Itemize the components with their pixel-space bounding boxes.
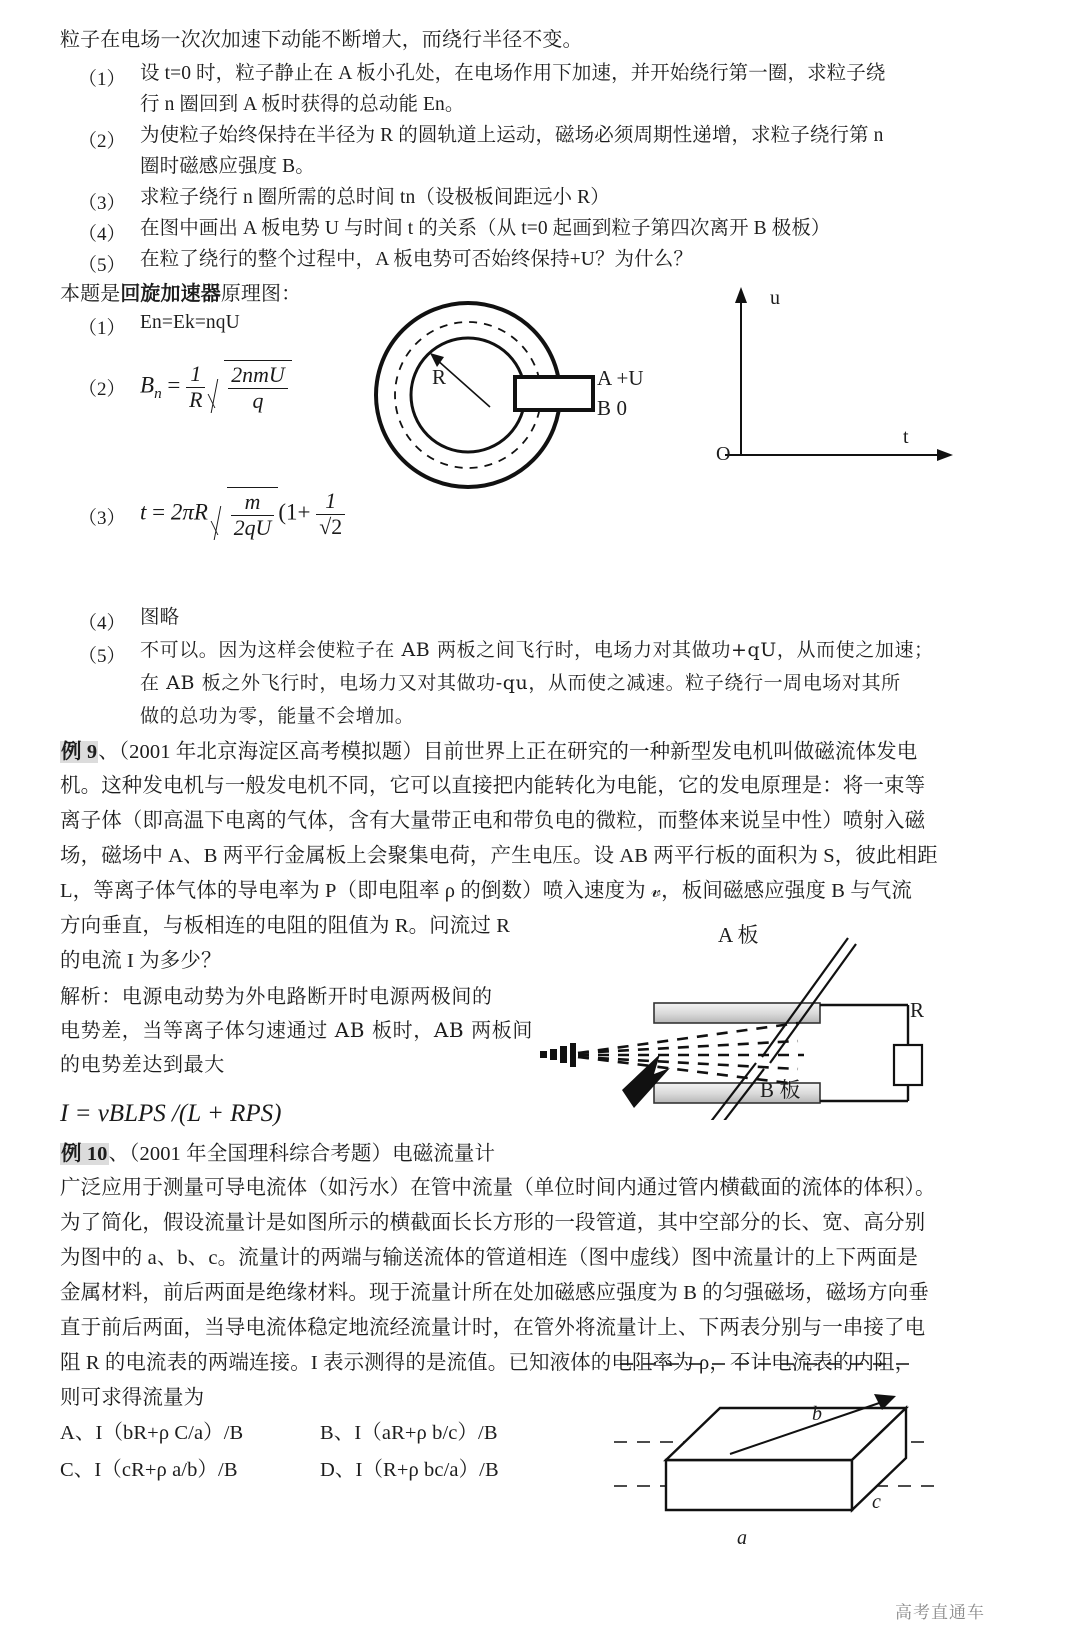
watermark-brand: 高考直通车: [895, 1603, 985, 1622]
mhd-resistor-label: R: [910, 998, 925, 1022]
example-9-line-5: 方向垂直，与板相连的电阻的阻值为 R。问流过 R: [60, 915, 510, 937]
question-3-number: （3）: [78, 193, 126, 214]
formula-t-inner-numerator: 1: [316, 489, 345, 515]
answer-4-number: （4）: [78, 613, 126, 634]
option-c-label: C、: [60, 1459, 95, 1481]
answer-2-number: （2）: [78, 379, 126, 400]
example-10-line-1: 广泛应用于测量可导电流体（如污水）在管中流量（单位时间内通过管内横截面的流体的体积）。: [60, 1177, 936, 1199]
formula-bn-sqrt: [211, 360, 291, 414]
formula-bn-lhs: B: [140, 372, 155, 398]
example-10-line-3: 为图中的 a、b、c。流量计的两端与输送流体的管道相连（图中虚线）图中流量计的上下两面是: [60, 1247, 918, 1269]
answer-4-text: 图略: [140, 607, 180, 628]
example-9-line-2: 离子体（即高温下电离的气体，含有大量带正电和带负电的微粒，而整体来说呈中性）喷射入磁: [60, 810, 926, 832]
ut-graph-y-axis-arrow: [735, 287, 747, 303]
option-d[interactable]: [320, 1460, 499, 1481]
example-9-analysis-line-1: 解析：电源电动势为外电路断开时电源两极间的: [60, 984, 493, 1008]
example-10-line-6: 阻 R 的电流表的两端连接。I 表示测得的是流值。已知液体的电阻率为 ρ，不计电流表的内阻，: [60, 1352, 916, 1374]
example-9-first-line: [60, 742, 917, 763]
example-10-tag-rest: 、: [108, 1143, 130, 1165]
question-4-number: （4）: [78, 224, 126, 245]
example-9-line-6: 的电流 I 为多少？: [60, 950, 222, 972]
ut-graph-origin-label: O: [716, 443, 731, 465]
answer-5-line-1: 不可以。因为这样会使粒子在 AB 两板之间飞行时，电场力对其做功+qU，从而使之加速；: [140, 639, 934, 661]
ut-graph-y-label: u: [770, 287, 781, 309]
answer-3-number: （3）: [78, 508, 126, 529]
answer-5-line-3: 做的总功为零，能量不会增加。: [140, 705, 415, 727]
ut-graph-x-label: t: [903, 426, 909, 448]
intro-line: 粒子在电场一次次加速下动能不断增大，而绕行半径不变。: [60, 29, 583, 51]
question-1-number: （1）: [78, 69, 126, 90]
option-c[interactable]: [60, 1460, 238, 1481]
formula-t-lhs: t: [140, 499, 147, 525]
example-10-line-5: 直于前后两面，当导电流体稳定地流经流量计时，在管外将流量计上、下两表分别与一串接了电: [60, 1317, 926, 1339]
formula-t: [140, 487, 345, 541]
formula-t-inner-fraction: [316, 489, 345, 540]
formula-bn-sqrt-fraction: [228, 363, 287, 414]
formula-t-sqrt: [214, 487, 279, 541]
question-3-line-1: 求粒子绕行 n 圈所需的总时间 tn（设极板间距远小 R）: [140, 187, 610, 208]
example-10-line-2: 为了简化，假设流量计是如图所示的横截面长长方形的一段管道，其中空部分的长、宽、高分别: [60, 1212, 926, 1234]
cyclotron-plate-b-label: B 0: [597, 396, 628, 420]
formula-bn: [140, 360, 292, 414]
question-2-line-2: 圈时磁感应强度 B。: [140, 156, 315, 177]
question-5-number: （5）: [78, 255, 126, 276]
mhd-nozzle: [540, 1043, 576, 1067]
flowmeter-label-a: a: [737, 1527, 748, 1549]
option-a[interactable]: [60, 1423, 243, 1444]
example-9-tag: 例 9: [61, 741, 98, 763]
mhd-resistor: [894, 1045, 922, 1085]
option-d-label: D、: [320, 1459, 356, 1481]
example-10-line-7: 则可求得流量为: [60, 1387, 205, 1409]
option-b-text: I（aR+ρ b/c）/B: [354, 1422, 498, 1444]
example-9-source: （2001 年北京海淀区高考模拟题）: [118, 741, 423, 763]
formula-bn-subscript: n: [154, 384, 162, 402]
answer-1-text: En=Ek=nqU: [140, 312, 240, 333]
cyclotron-diagram: [360, 295, 660, 495]
question-4-line-1: 在图中画出 A 板电势 U 与时间 t 的关系（从 t=0 起画到粒子第四次离开 B 极板）: [140, 218, 831, 239]
option-a-label: A、: [60, 1422, 96, 1444]
example-10-line-4: 金属材料，前后两面是绝缘材料。现于流量计所在处加磁感应强度为 B 的匀强磁场，磁场方向垂: [60, 1282, 929, 1304]
option-d-text: I（R+ρ bc/a）/B: [355, 1459, 499, 1481]
formula-t-tail: (1+: [278, 499, 311, 525]
answer-1-number: （1）: [78, 318, 126, 339]
formula-t-inner-denominator: √2: [319, 514, 343, 539]
option-a-text: I（bR+ρ C/a）/B: [95, 1422, 244, 1444]
mhd-field-arrowhead-group: [600, 1050, 720, 1120]
formula-bn-fraction-numerator: 1: [186, 362, 205, 388]
option-c-text: I（cR+ρ a/b）/B: [94, 1459, 238, 1481]
formula-bn-fraction-denominator: R: [189, 387, 203, 412]
cyclotron-radius-label: R: [432, 365, 447, 389]
option-b-label: B、: [320, 1422, 355, 1444]
question-1-line-2: 行 n 圈回到 A 板时获得的总动能 En。: [140, 94, 465, 115]
cyclotron-dee-gap-box: [515, 377, 593, 410]
question-5-line-1: 在粒了绕行的整个过程中，A 板电势可否始终保持+U？为什么？: [140, 249, 693, 270]
formula-t-sqrt-numerator: m: [231, 490, 275, 516]
mhd-plate-a-label: A 板: [718, 923, 759, 947]
cyclotron-inner-circle: [411, 338, 525, 452]
question-2-line-1: 为使粒子始终保持在半径为 R 的圆轨道上运动，磁场必须周期性递增，求粒子绕行第 n: [140, 125, 884, 146]
question-2-number: （2）: [78, 131, 126, 152]
flowmeter-label-c: c: [872, 1491, 881, 1513]
example-9-tag-rest: 、: [98, 741, 119, 763]
example-9-line-0: 目前世界上正在研究的一种新型发电机叫做磁流体发电: [422, 741, 918, 763]
mhd-field-arrowhead: [622, 1054, 670, 1108]
example-9-analysis-line-2: 电势差，当等离子体匀速通过 AB 板时，AB 两板间: [60, 1018, 533, 1042]
flowmeter-label-b: b: [812, 1403, 823, 1425]
answer-5-line-2: 在 AB 板之外飞行时，电场力又对其做功-qu，从而使之减速。粒子绕行一周电场对其所: [140, 672, 901, 694]
ut-graph-x-axis-arrow: [937, 449, 953, 461]
answer-header-emphasis: 回旋加速器: [120, 283, 221, 305]
formula-bn-equals: =: [167, 372, 181, 398]
formula-bn-fraction: [186, 362, 205, 413]
example-9-line-1: 机。这种发电机与一般发电机不同，它可以直接把内能转化为电能，它的发电原理是：将一束等: [60, 775, 926, 797]
example-10-source: （2001 年全国理科综合考题）: [129, 1143, 393, 1165]
example-10-heading: [60, 1144, 495, 1165]
mhd-plate-b-label: B 板: [760, 1078, 801, 1102]
question-1-line-1: 设 t=0 时，粒子静止在 A 板小孔处，在电场作用下加速，并开始绕行第一圈，求粒子绕: [140, 63, 886, 84]
ut-graph: [715, 283, 960, 468]
example-10-tag: 例 10: [61, 1143, 108, 1165]
formula-t-sqrt-denominator: 2qU: [233, 516, 272, 541]
example-9-analysis-line-3: 的电势差达到最大: [60, 1052, 225, 1076]
answer-5-number: （5）: [78, 646, 126, 667]
example-10-title: 电磁流量计: [392, 1143, 496, 1165]
answer-header-prefix: 本题是: [60, 283, 121, 305]
option-b[interactable]: [320, 1423, 498, 1444]
cyclotron-plate-a-label: A +U: [597, 366, 644, 390]
formula-t-sqrt-fraction: [231, 490, 275, 541]
answer-header: [60, 284, 301, 304]
example-9-result-formula: I = vBLPS /(L + RPS): [60, 1100, 282, 1127]
flowmeter-diagram: [600, 1350, 960, 1570]
formula-bn-sqrt-denominator: q: [252, 389, 264, 414]
answer-header-suffix: 原理图：: [220, 283, 302, 305]
example-9-line-3: 场，磁场中 A、B 两平行金属板上会聚集电荷，产生电压。设 AB 两平行板的面积为 S，彼此相距: [60, 845, 938, 867]
example-9-line-4: L，等离子体气体的导电率为 P（即电阻率 ρ 的倒数）喷入速度为 𝓋，板间磁感应强度 B 与气流: [60, 880, 913, 902]
flowmeter-front-face: [666, 1460, 852, 1510]
formula-bn-sqrt-numerator: 2nmU: [228, 363, 287, 389]
formula-t-equals: =: [152, 499, 166, 525]
formula-t-coefficient: 2πR: [170, 499, 208, 525]
